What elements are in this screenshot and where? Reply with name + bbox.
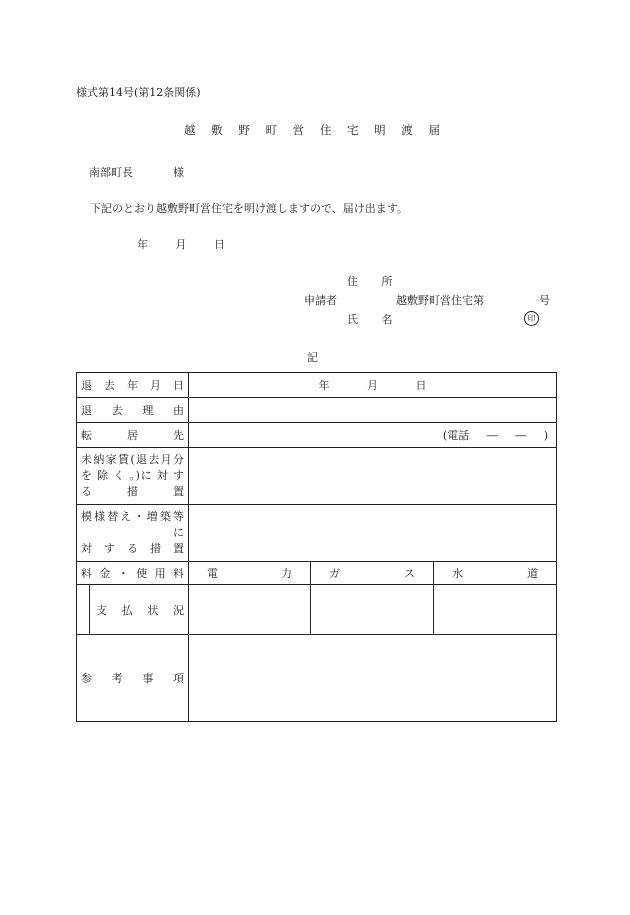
unpaid-rent-label: 未納家賃(退去月分 を 除 く 。)に 対 す る 措 置 [77, 448, 189, 505]
seal-mark: 印 [524, 311, 539, 326]
table-row [77, 373, 557, 398]
gas-header: ガ ス [311, 562, 434, 585]
new-address-label: 転 居 先 [77, 423, 189, 448]
intro-text: 下記のとおり越敷野町営住宅を明け渡しますので、届け出ます。 [90, 202, 408, 215]
document-title: 越 敷 野 町 営 住 宅 明 渡 届 [184, 123, 446, 137]
electricity-header: 電 力 [189, 562, 311, 585]
table-row [77, 562, 557, 585]
table-row [77, 635, 557, 722]
table-row [77, 448, 557, 505]
remarks-label: 参 考 事 項 [77, 635, 189, 722]
remodel-label: 模様替え・増築等 に 対 す る 措 置 [77, 505, 189, 562]
table-row [77, 505, 557, 562]
name-label: 氏 名 [347, 313, 403, 326]
address-label: 住 所 [347, 275, 403, 288]
payment-status-label: 支 払 状 況 [96, 603, 184, 617]
addressee-honorific: 様 [173, 166, 184, 179]
ki-heading: 記 [307, 351, 318, 364]
submission-date: 年 月 日 [137, 238, 225, 251]
housing-number-suffix: 号 [539, 294, 550, 307]
addressee-name: 南部町長 [89, 166, 133, 179]
move-out-date-label: 退 去 年 月 日 [77, 373, 189, 398]
remodel-field[interactable] [189, 505, 557, 562]
unpaid-rent-field[interactable] [189, 448, 557, 505]
table-row [77, 423, 557, 448]
new-address-field[interactable]: (電話 ― ― ) [189, 423, 557, 448]
applicant-label: 申請者 [304, 294, 337, 307]
gas-payment-field[interactable] [311, 585, 434, 635]
form-number: 様式第14号(第12条関係) [76, 86, 201, 99]
move-out-reason-field[interactable] [189, 398, 557, 423]
table-row [77, 398, 557, 423]
electricity-payment-field[interactable] [189, 585, 311, 635]
payment-status-label-cell [77, 585, 189, 635]
water-payment-field[interactable] [434, 585, 557, 635]
housing-number-prefix: 越敷野町営住宅第 [396, 294, 484, 307]
remarks-field[interactable] [189, 635, 557, 722]
table-row [77, 585, 557, 635]
move-out-date-field[interactable]: 年 月 日 [189, 373, 557, 398]
addressee [89, 164, 184, 180]
fee-label: 料 金 ・ 使 用 料 [77, 562, 189, 585]
water-header: 水 道 [434, 562, 557, 585]
notice-table [76, 372, 557, 722]
move-out-reason-label: 退 去 理 由 [77, 398, 189, 423]
